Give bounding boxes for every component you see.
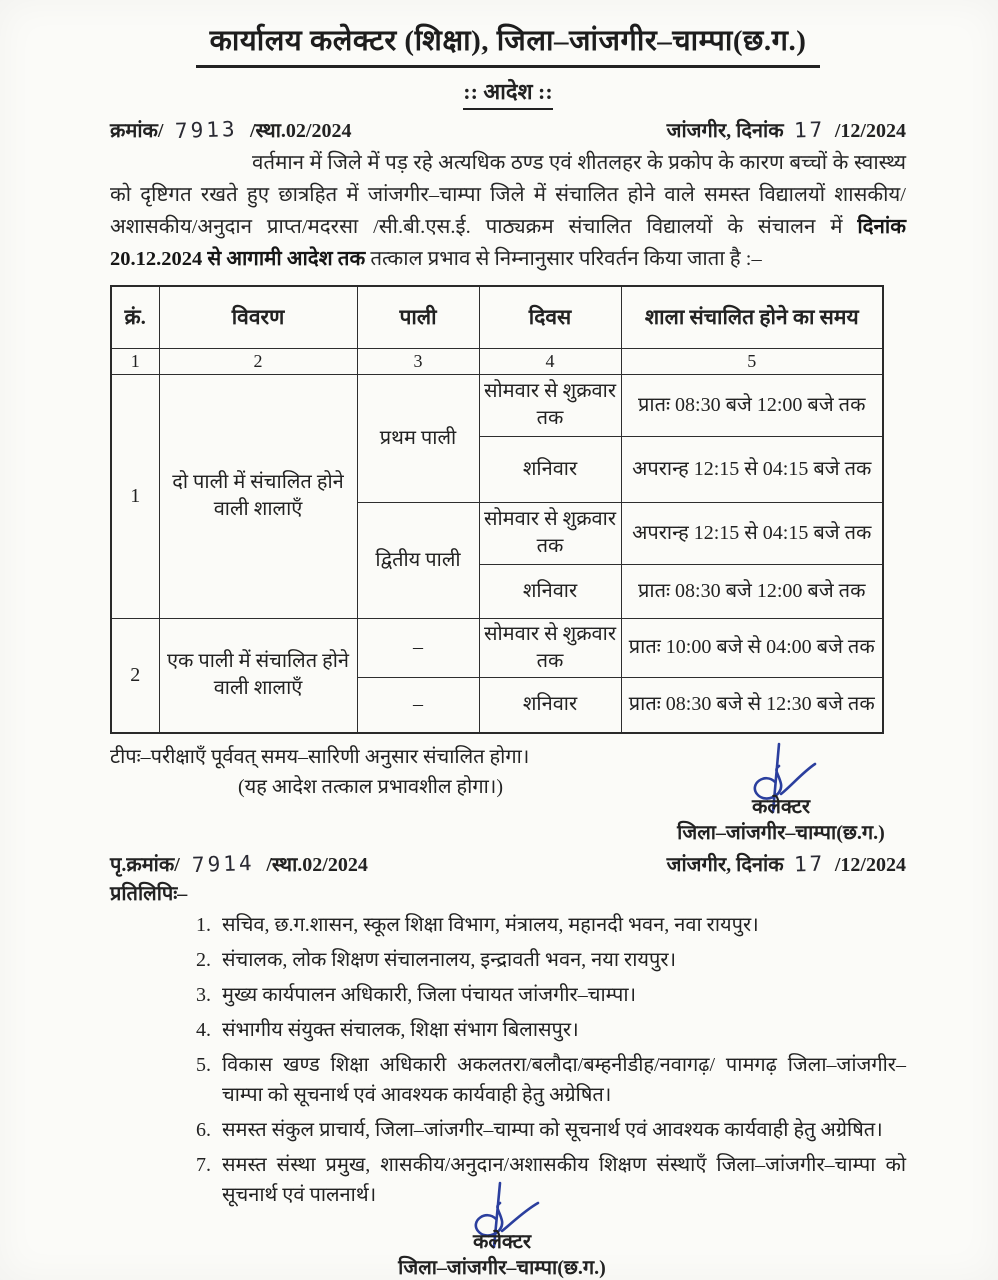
paragraph-text-start: वर्तमान में जिले में पड़ रहे अत्यधिक ठण्ड एवं शीतलहर के प्रकोप के कारण बच्चों के स्वास्थ्य को दृष्टिगत रखते हुए छात्रहित में जांजगीर–चाम्पा जिले में संचालित होने वाले समस्त विद्यालयों शासकीय/अशासकीय/अनुदान प्राप्त/मदरसा /सी.बी.एस.ई. पाठ्यक्रम संचालित विद्यालयों के संचालन में bbox=[110, 152, 906, 238]
time-cell: प्रातः 08:30 बजे 12:00 बजे तक bbox=[621, 564, 883, 618]
school-timing-table bbox=[110, 285, 884, 734]
time-cell: प्रातः 08:30 बजे 12:00 बजे तक bbox=[621, 374, 883, 436]
note-exams: टीपः–परीक्षाएँ पूर्ववत् समय–सारिणी अनुसार संचालित होगा। bbox=[110, 746, 530, 768]
handwritten-ref-number: 7913 bbox=[175, 116, 239, 144]
printed-date: /12/2024 bbox=[834, 120, 906, 142]
order-heading: :: आदेश :: bbox=[463, 76, 552, 110]
printed-date: /12/2024 bbox=[834, 854, 906, 876]
table-row bbox=[111, 618, 883, 677]
place-date-label: जांजगीर, दिनांक bbox=[666, 854, 784, 876]
days-cell: सोमवार से शुक्रवार तक bbox=[479, 374, 621, 436]
shift-cell: द्वितीय पाली bbox=[357, 502, 479, 618]
table-row bbox=[111, 374, 883, 436]
col-number: 3 bbox=[357, 348, 479, 374]
endorsement-number-label: पृ.क्रमांक/ bbox=[110, 854, 180, 876]
signature-block-top bbox=[656, 742, 906, 846]
shift-cell: – bbox=[357, 677, 479, 733]
order-notes bbox=[110, 742, 529, 802]
time-cell: अपरान्ह 12:15 से 04:15 बजे तक bbox=[621, 436, 883, 502]
days-cell: सोमवार से शुक्रवार तक bbox=[479, 618, 621, 677]
days-cell: सोमवार से शुक्रवार तक bbox=[479, 502, 621, 564]
days-cell: शनिवार bbox=[479, 677, 621, 733]
list-item: 6. समस्त संकुल प्राचार्य, जिला–जांजगीर–चाम्पा को सूचनार्थ एवं आवश्यक कार्यवाही हेतु अग्रेषित। bbox=[216, 1115, 906, 1145]
endorsement-number-suffix: /स्था.02/2024 bbox=[266, 854, 368, 876]
shift-cell: – bbox=[357, 618, 479, 677]
order-body-paragraph bbox=[110, 147, 906, 275]
col-header-time: शाला संचालित होने का समय bbox=[621, 286, 883, 348]
reference-line-2 bbox=[110, 850, 906, 877]
shift-cell: प्रथम पाली bbox=[357, 374, 479, 502]
signatory-title: कलेक्टर bbox=[751, 796, 811, 818]
col-header-days: दिवस bbox=[479, 286, 621, 348]
list-item: 4. संभागीय संयुक्त संचालक, शिक्षा संभाग बिलासपुर। bbox=[216, 1015, 906, 1045]
signatory-title: कलेक्टर bbox=[472, 1231, 532, 1253]
ref-number-suffix: /स्था.02/2024 bbox=[250, 120, 352, 142]
table-header-row bbox=[111, 286, 883, 348]
desc-cell: दो पाली में संचालित होने वाली शालाएँ bbox=[159, 374, 357, 618]
handwritten-date-day: 17 bbox=[793, 851, 826, 877]
signatory-district: जिला–जांजगीर–चाम्पा(छ.ग.) bbox=[398, 1257, 606, 1279]
sno-cell: 2 bbox=[111, 618, 159, 733]
copies-heading: प्रतिलिपिः– bbox=[110, 883, 188, 905]
page-title: कार्यालय कलेक्टर (शिक्षा), जिला–जांजगीर–चाम्पा(छ.ग.) bbox=[196, 20, 821, 68]
place-date-label: जांजगीर, दिनांक bbox=[666, 120, 784, 142]
col-header-desc: विवरण bbox=[159, 286, 357, 348]
time-cell: अपरान्ह 12:15 से 04:15 बजे तक bbox=[621, 502, 883, 564]
signature-block-bottom bbox=[110, 1181, 894, 1280]
time-cell: प्रातः 08:30 बजे से 12:30 बजे तक bbox=[621, 677, 883, 733]
time-cell: प्रातः 10:00 बजे से 04:00 बजे तक bbox=[621, 618, 883, 677]
desc-cell: एक पाली में संचालित होने वाली शालाएँ bbox=[159, 618, 357, 733]
col-header-shift: पाली bbox=[357, 286, 479, 348]
list-item: 1. सचिव, छ.ग.शासन, स्कूल शिक्षा विभाग, मंत्रालय, महानदी भवन, नवा रायपुर। bbox=[216, 910, 906, 940]
sno-cell: 1 bbox=[111, 374, 159, 618]
column-number-row bbox=[111, 348, 883, 374]
col-number: 5 bbox=[621, 348, 883, 374]
paragraph-bold-date-range: दिनांक 20.12.2024 से आगामी आदेश तक bbox=[110, 216, 906, 270]
list-item: 2. संचालक, लोक शिक्षण संचालनालय, इन्द्रावती भवन, नया रायपुर। bbox=[216, 945, 906, 975]
days-cell: शनिवार bbox=[479, 436, 621, 502]
days-cell: शनिवार bbox=[479, 564, 621, 618]
col-number: 1 bbox=[111, 348, 159, 374]
ref-number-label: क्रमांक/ bbox=[110, 120, 164, 142]
paragraph-text-end: तत्काल प्रभाव से निम्नानुसार परिवर्तन किया जाता है :– bbox=[365, 248, 762, 270]
col-number: 4 bbox=[479, 348, 621, 374]
handwritten-endorsement-number: 7914 bbox=[191, 850, 255, 878]
reference-line-1 bbox=[110, 116, 906, 143]
copy-recipient-list bbox=[188, 910, 906, 1210]
list-item: 5. विकास खण्ड शिक्षा अधिकारी अकलतरा/बलौदा/बम्हनीडीह/नवागढ़/ पामगढ़ जिला–जांजगीर–चाम्पा को सूचनार्थ एवं आवश्यक कार्यवाही हेतु अग्रेषित। bbox=[216, 1050, 906, 1110]
handwritten-date-day: 17 bbox=[793, 117, 826, 143]
list-item: 7. समस्त संस्था प्रमुख, शासकीय/अनुदान/अशासकीय शिक्षण संस्थाएँ जिला–जांजगीर–चाम्पा को सूचनार्थ एवं पालनार्थ। bbox=[216, 1150, 906, 1210]
list-item: 3. मुख्य कार्यपालन अधिकारी, जिला पंचायत जांजगीर–चाम्पा। bbox=[216, 980, 906, 1010]
col-number: 2 bbox=[159, 348, 357, 374]
note-effective-immediately: (यह आदेश तत्काल प्रभावशील होगा।) bbox=[238, 776, 504, 798]
signatory-district: जिला–जांजगीर–चाम्पा(छ.ग.) bbox=[677, 822, 885, 844]
col-header-sno: क्रं. bbox=[111, 286, 159, 348]
